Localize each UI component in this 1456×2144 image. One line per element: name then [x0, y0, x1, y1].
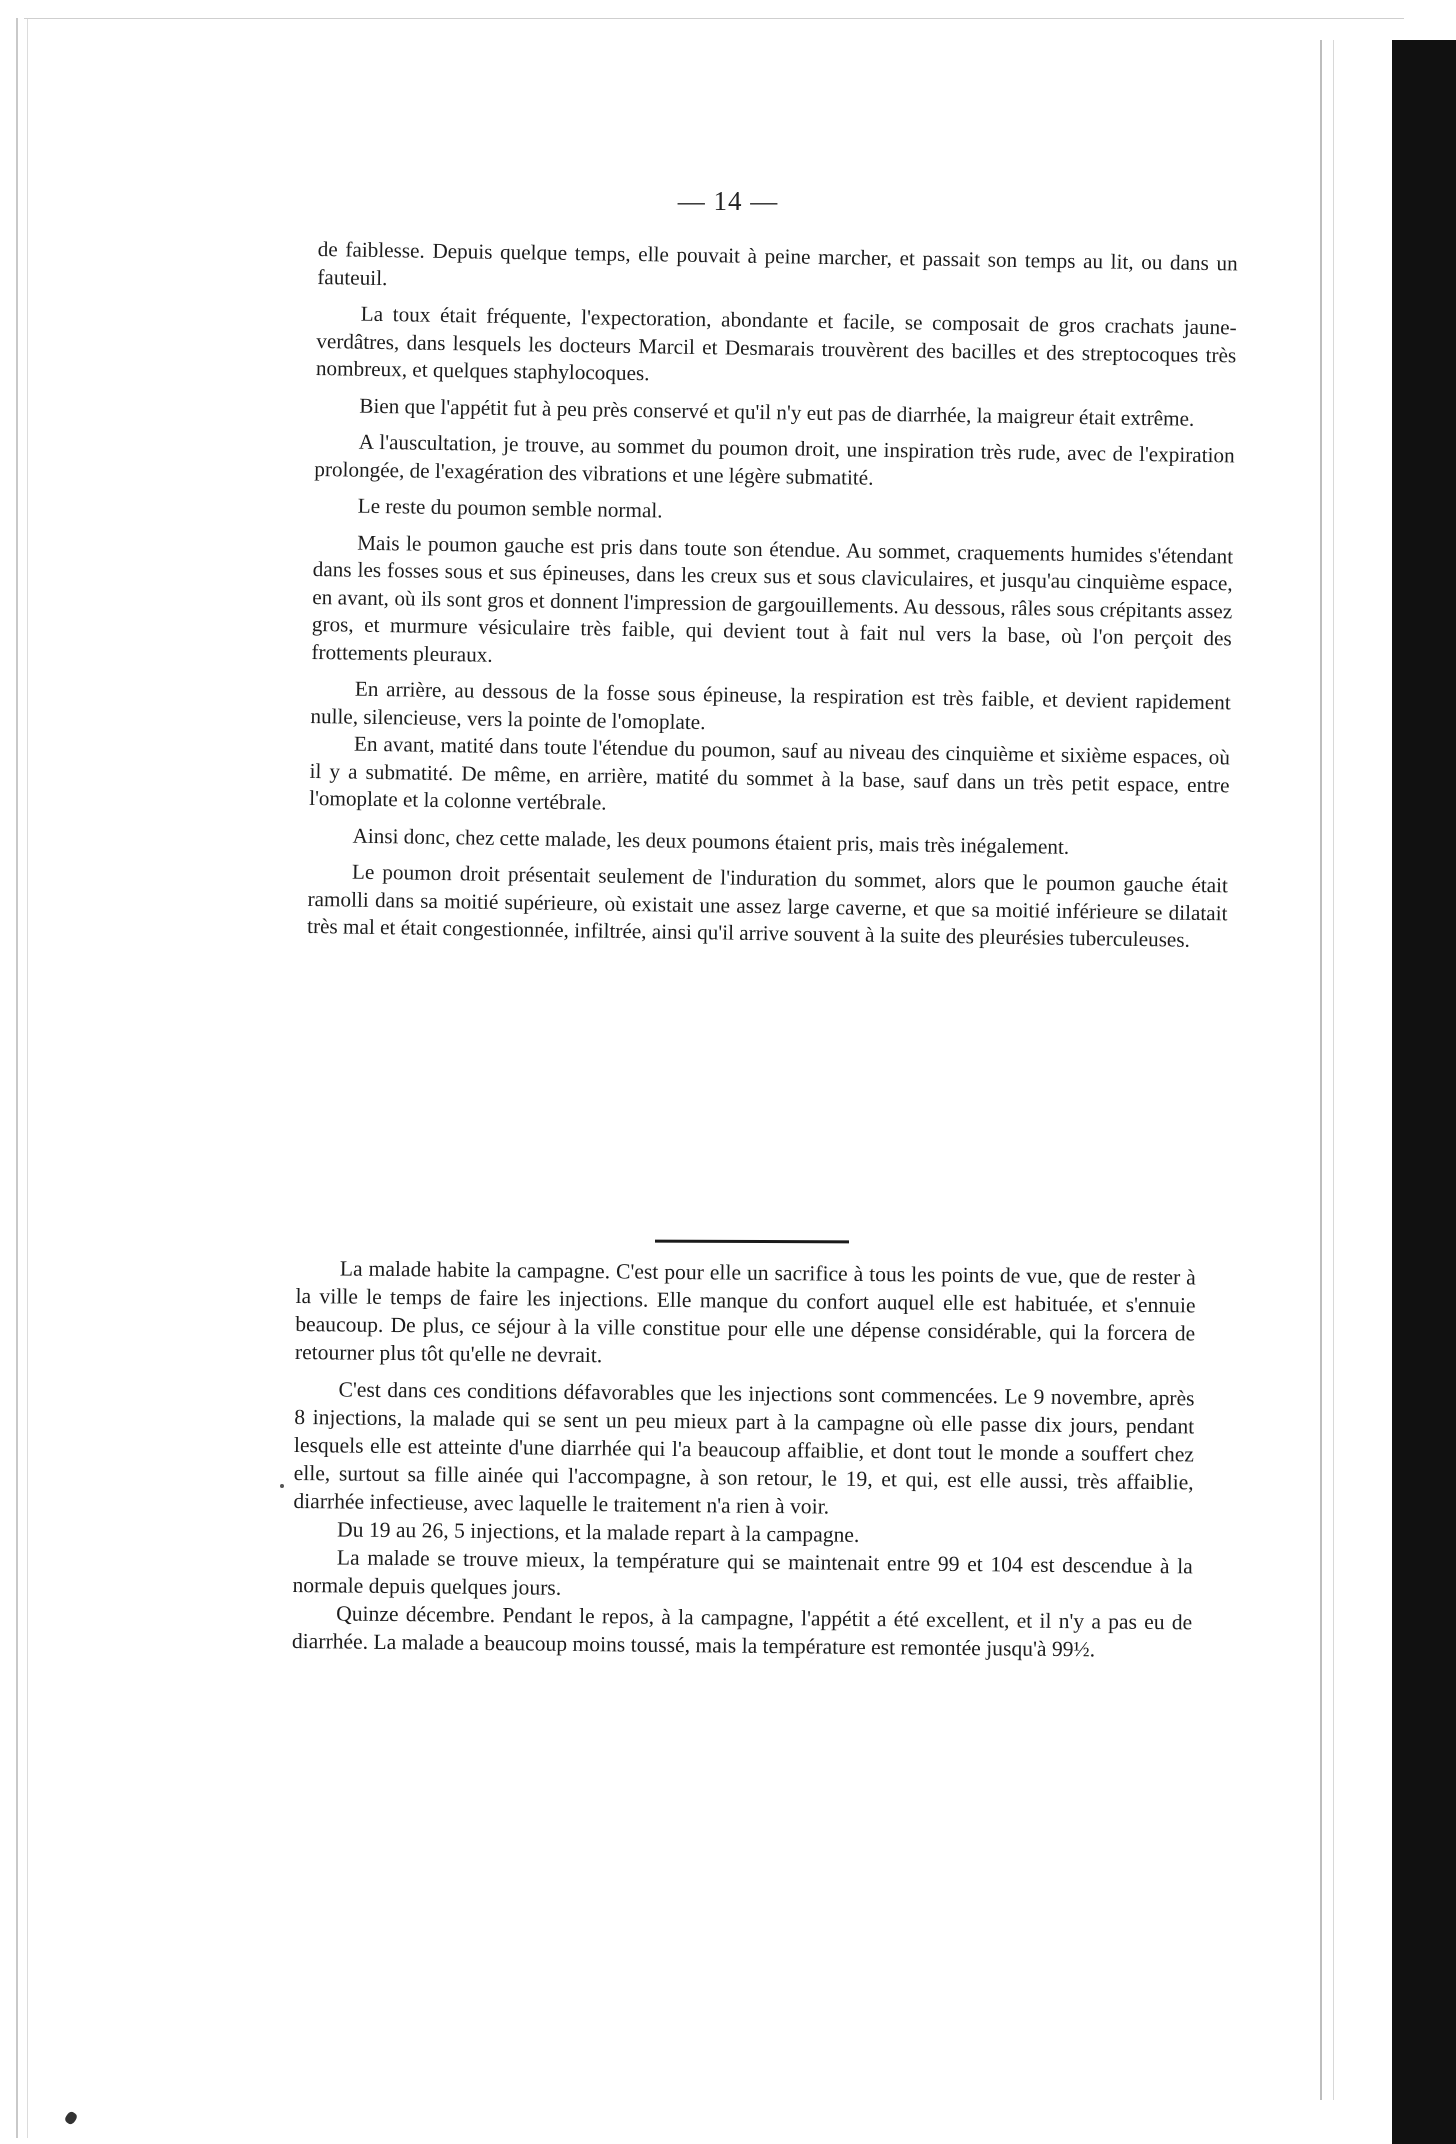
page-number: — 14 — — [677, 186, 779, 216]
paragraph: Le reste du poumon semble normal. — [357, 493, 663, 523]
body-text-bottom — [292, 1254, 1196, 1664]
paragraph: Quinze décembre. Pendant le repos, à la campagne, l'appétit a été excellent, et il n'y a pas eu de diarrhée. La malade a beaucoup moins toussé, mais la température est remontée jusqu'à 99½. — [291, 1601, 1193, 1662]
paragraph: Mais le poumon gauche est pris dans toute son étendue. Au sommet, craquements humides s'étendant dans les fosses sous et sus épineuses, dans les creux sus et sous claviculaires, et jusqu'au cinquième espace, en avant, où ils sont gros et donnent l'impression de gargouillements. Au dessous, râles sous crépitants assez gros, et murmure vésiculaire très faible, qui devient tout à fait nul vers la base, où l'on perçoit des frottements pleuraux. — [311, 530, 1234, 667]
section-separator-rule — [655, 1240, 849, 1244]
paragraph: La toux était fréquente, l'expectoration, abondante et facile, se composait de gros crachats jaune-verdâtres, dans lesquels les docteurs Marcil et Desmarais trouvèrent des bacilles et des streptocoques très nombreux, et quelques staphylocoques. — [315, 301, 1237, 386]
body-text-top — [307, 236, 1238, 964]
paragraph: Ainsi donc, chez cette malade, les deux poumons étaient pris, mais très inégalement. — [352, 823, 1070, 859]
paragraph: Le poumon droit présentait seulement de l'induration du sommet, alors que le poumon gauche était ramolli dans sa moitié supérieure, où existait une assez large caverne, et que sa moitié inférieure se dilatait très mal et était congestionnée, infiltrée, ainsi qu'il arrive souvent à la suite des pleurésies tuberculeuses. — [306, 859, 1229, 952]
scan-page-edge-left — [16, 18, 28, 2138]
scan-dark-border-right — [1392, 40, 1456, 2144]
scan-page-edge-top — [24, 18, 1404, 25]
paragraph: Bien que l'appétit fut à peu près conservé et qu'il n'y eut pas de diarrhée, la maigreur était extrême. — [359, 393, 1195, 431]
paragraph: A l'auscultation, je trouve, au sommet du poumon droit, une inspiration très rude, avec de l'expiration prolongée, de l'exagération des vibrations et une légère submatité. — [314, 429, 1235, 490]
paragraph: de faiblesse. Depuis quelque temps, elle pouvait à peine marcher, et passait son temps au lit, ou dans un fauteuil. — [317, 236, 1238, 290]
paragraph: C'est dans ces conditions défavorables que les injections sont commencées. Le 9 novembre, après 8 injections, la malade qui se sent un peu mieux part à la campagne où elle passe dix jours, pendant lesquels elle est atteinte d'une diarrhée qui l'a beaucoup affaiblie, et dont tout le monde a souffert chez elle, surtout sa fille ainée qui l'accompagne, à son retour, le 19, et qui, est elle aussi, très affaiblie, diarrhée infectieuse, avec laquelle le traitement n'a rien à voir. — [293, 1377, 1195, 1519]
paragraph: En avant, matité dans toute l'étendue du poumon, sauf au niveau des cinquième et sixième espaces, où il y a submatité. De même, en arrière, matité du sommet à la base, sauf dans un très petit espace, entre l'omoplate et la colonne vertébrale. — [308, 731, 1231, 815]
scan-speck — [63, 2110, 78, 2126]
scan-speck — [280, 1484, 284, 1488]
paragraph: La malade habite la campagne. C'est pour elle un sacrifice à tous les points de vue, que de rester à la ville le temps de faire les injections. Elle manque du confort auquel elle est habituée, et s'ennuie beaucoup. De plus, ce séjour à la ville constitue pour elle une dépense considérable, qui la forcera de retourner plus tôt qu'elle ne devrait. — [294, 1256, 1196, 1368]
paragraph: Du 19 au 26, 5 injections, et la malade repart à la campagne. — [336, 1517, 860, 1547]
paragraph: La malade se trouve mieux, la température qui se maintenait entre 99 et 104 est descendue à la normale depuis quelques jours. — [292, 1545, 1193, 1600]
paragraph: En arrière, au dessous de la fosse sous épineuse, la respiration est très faible, et devient rapidement nulle, silencieuse, vers la pointe de l'omoplate. — [310, 676, 1231, 734]
scan-page-edge-right — [1320, 40, 1334, 2100]
